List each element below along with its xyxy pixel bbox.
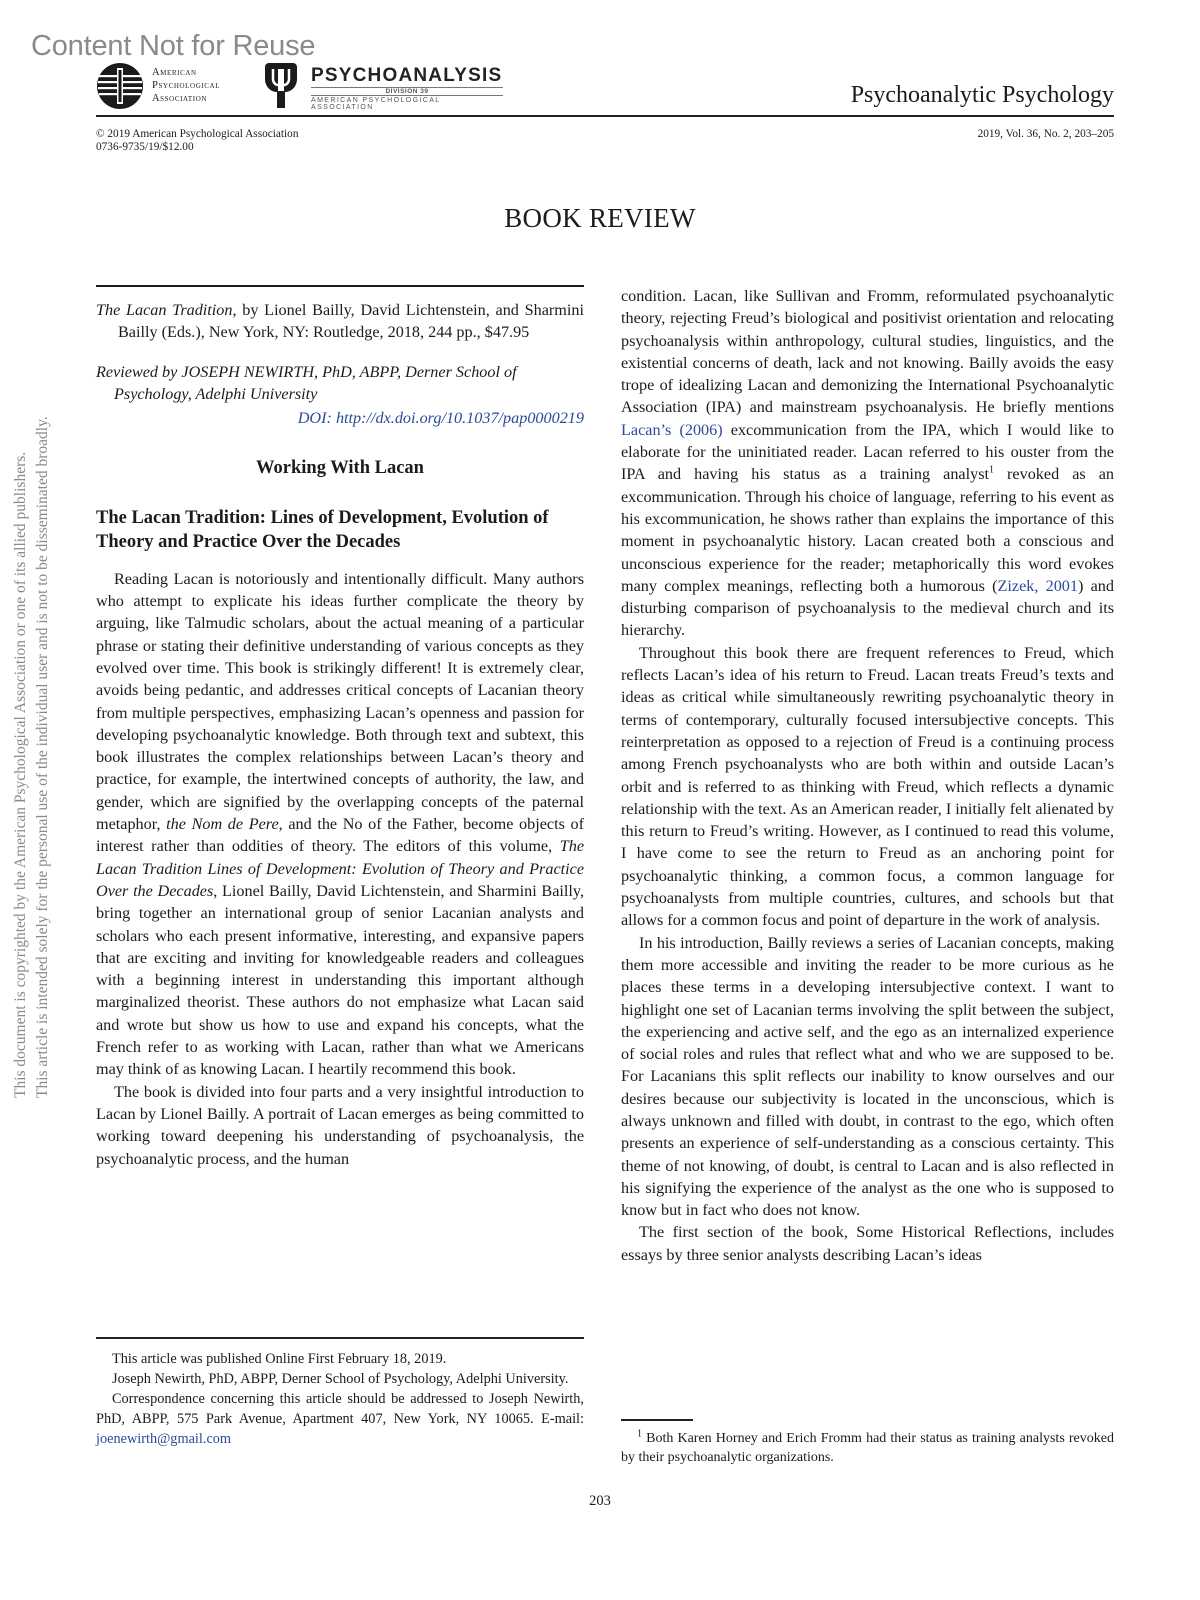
volume-info: 2019, Vol. 36, No. 2, 203–205 — [977, 128, 1114, 140]
author-footnotes — [96, 1337, 584, 1449]
section-heading: BOOK REVIEW — [504, 203, 696, 233]
issn-price-line: 0736-9735/19/$12.00 — [96, 141, 194, 153]
correspondence-note — [96, 1389, 584, 1449]
copyright-info — [96, 128, 298, 154]
paragraph — [96, 568, 584, 1081]
paragraph — [621, 285, 1114, 642]
reviewer-line: Reviewed by JOSEPH NEWIRTH, PhD, ABPP, Derner School of Psychology, Adelphi University — [96, 362, 517, 403]
paragraph: The first section of the book, Some Historical Reflections, includes essays by three senior analysts describing Lacan’s ideas — [621, 1223, 1114, 1264]
copyright-side-watermark — [10, 138, 54, 1098]
column-top-rule — [96, 285, 584, 287]
page-number: 203 — [589, 1493, 611, 1509]
book-details: , by Lionel Bailly, David Lichtenstein, and Sharmini Bailly (Eds.), New York, NY: Routledge, 2018, 244 pp., $47.95 — [118, 301, 584, 342]
paragraph-text: revoked as an excommunication. Through his choice of language, referring to his event as his excommunication, he shows rather than explains the importance of this moment in psychoanalytic history. Lacan created both a conscious and unconscious experience for the reader; metaphorically this word evokes many complex meanings, reflecting both a humorous ( — [621, 465, 1115, 595]
paragraph-italic: The Lacan Tradition Lines of Development: Evolution of Theory and Practice Over the Decades — [96, 837, 584, 900]
apa-emblem-icon — [96, 62, 144, 110]
watermark-content-not-for-reuse: Content Not for Reuse — [31, 30, 316, 62]
citation-link[interactable]: Zizek, 2001 — [997, 576, 1078, 595]
book-title: The Lacan Tradition — [96, 301, 233, 319]
paragraph-text: Reading Lacan is notoriously and intentionally difficult. Many authors who attempt to explicate his ideas further complicate the theory by arguing, like Talmudic scholars, about the actual meaning of a particular phrase or stating their definitive understanding of various concepts as they evolved over time. This book is strikingly different! It is extremely clear, avoids being pedantic, and addresses critical concepts of Lacanian theory from multiple perspectives, emphasizing Lacan’s openness and passion for developing psychoanalytic knowledge. Both through text and subtext, this book illustrates the complex relationships between Lacan’s theory and practice, for example, the intertwined concepts of authority, the law, and gender, which are signified by the overlapping concepts of the paternal metaphor, — [96, 569, 584, 834]
left-column — [96, 285, 584, 1170]
psychoanalysis-logo-title: PSYCHOANALYSIS — [311, 65, 503, 86]
paragraph-text: condition. Lacan, like Sullivan and Fromm, reformulated psychoanalytic theory, rejecting Freud’s biological and positivist orientation and relocating psychoanalysis within anthropology, cultural studies, linguistics, and the existential concerns of death, lack and not knowing. Bailly avoids the easy trope of idealizing Lacan and demonizing the International Psychoanalytic Association (IPA) and mainstream psychoanalysis. He briefly mentions — [621, 287, 1114, 417]
doi-link[interactable]: DOI: http://dx.doi.org/10.1037/pap0000219 — [297, 409, 584, 428]
paragraph: In his introduction, Bailly reviews a series of Lacanian concepts, making them more accessible and inviting the reader to be more curious as he places these terms in a developing intersubjective context. I want to highlight one set of Lacanian terms involving the split between the subject, the experiencing and active self, and the ego as an internalized experience of social roles and rules that reflect what and who we are supposed to be. For Lacanians this split reflects our inability to know ourselves and our desires because our subjectivity is located in the unconscious, which is always unknown and filled with doubt, in contrast to the ego, which often presents an experience of self-understanding as a conscious certainty. This theme of not knowing, of doubt, is central to Lacan and is also reflected in his signifying the experience of the analyst as the one who is supposed to know but in fact who does not know. — [621, 933, 1114, 1220]
paragraph-italic: the Nom de Pere — [166, 815, 279, 834]
right-column — [621, 285, 1114, 1266]
paragraph-text: , Lionel Bailly, David Lichtenstein, and Sharmini Bailly, bring together an international group of senior Lacanian analysts and scholars who each present informative, interesting, and expansive papers that are exciting and inviting for knowledgeable readers and colleagues with a beginning interest in understanding this important although marginalized theorist. These authors do not emphasize what Lacan said and wrote but show us how to use and expand his concepts, what the French refer to as working with Lacan, rather than what we Americans may think of as knowing Lacan. I heartily recommend this book. — [96, 881, 584, 1079]
footnote-marker[interactable]: 1 — [989, 464, 995, 476]
copyright-line: © 2019 American Psychological Association — [96, 128, 299, 140]
logo-association-label: AMERICAN PSYCHOLOGICAL ASSOCIATION — [311, 97, 441, 111]
apa-logo-text: American Psychological Association — [152, 67, 221, 104]
footnote-number: 1 — [637, 1427, 642, 1439]
journal-name: Psychoanalytic Psychology — [850, 82, 1114, 108]
publication-note: This article was published Online First February 18, 2019. — [112, 1350, 447, 1367]
footnote-rule — [621, 1419, 693, 1421]
apa-logo — [96, 62, 246, 107]
citation-link[interactable]: Lacan’s (2006) — [621, 420, 723, 439]
affiliation-note: Joseph Newirth, PhD, ABPP, Derner School of Psychology, Adelphi University. — [112, 1370, 569, 1387]
footnote-text: Both Karen Horney and Erich Fromm had their status as training analysts revoked by their psychoanalytic organizations. — [621, 1430, 1114, 1465]
paragraph-text: , and the No of the Father, become objects of interest rather than oddities of theory. The editors of this volume, — [96, 815, 584, 856]
review-title: Working With Lacan — [256, 458, 424, 479]
paragraph: The book is divided into four parts and a very insightful introduction to Lacan by Lionel Bailly. A portrait of Lacan emerges as being committed to working toward deepening his understanding of psychoanalysis, the psychoanalytic process, and the human — [96, 1082, 584, 1168]
footnote-text-block — [621, 1429, 1114, 1467]
side-watermark-line1: This document is copyrighted by the American Psychological Association or one of its allied publishers. — [12, 451, 29, 1098]
psi-emblem-icon — [263, 61, 299, 111]
paragraph: Throughout this book there are frequent references to Freud, which reflects Lacan’s idea of his return to Freud. Lacan treats Freud’s texts and ideas as critical while simultaneously rewriting psychoanalytic theory in terms of contemporary, culturally focused intersubjective concepts. This reinterpretation as opposed to a rejection of Freud is a continuing process among French psychoanalysts who are both within and outside Lacan’s orbit and is referred to as thinking with Freud, which reflects a dynamic relationship with the text. As an American reader, I initially felt alienated by this return to Freud’s writing. However, as I continued to read this volume, I have come to see the return to Freud as an anchoring point for psychoanalytic thinking, a common focus, a common language for psychoanalysts from multiple countries, cultures, and schools but that allows for a common focus and point of departure in the work of analysis. — [621, 643, 1114, 930]
logo-divider — [311, 95, 503, 96]
paragraph-text: excommunication from the IPA, which I would like to elaborate for the uninitiated reader. Lacan referred to his ouster from the IPA and having his status as a training analyst — [621, 420, 1114, 484]
book-reference — [96, 299, 584, 344]
footnote — [621, 1419, 1114, 1467]
review-subtitle: The Lacan Tradition: Lines of Development, Evolution of Theory and Practice Over the Decades — [96, 507, 549, 552]
psychoanalysis-division-logo — [263, 61, 503, 111]
email-link[interactable]: joenewirth@gmail.com — [96, 1430, 232, 1447]
header-rule — [96, 115, 1114, 117]
paragraph-text: ) and disturbing comparison of psychoanalysis to the medieval church and its hierarchy. — [621, 576, 1114, 640]
side-watermark-line2: This article is intended solely for the personal use of the individual user and is not to be disseminated broadly. — [34, 416, 51, 1098]
footnote-rule — [96, 1337, 584, 1339]
correspondence-text: Correspondence concerning this article should be addressed to Joseph Newirth, PhD, ABPP, 575 Park Avenue, Apartment 407, New York, NY 10065. E-mail: — [96, 1390, 584, 1427]
logo-division-label: DIVISION 39 — [385, 88, 429, 95]
